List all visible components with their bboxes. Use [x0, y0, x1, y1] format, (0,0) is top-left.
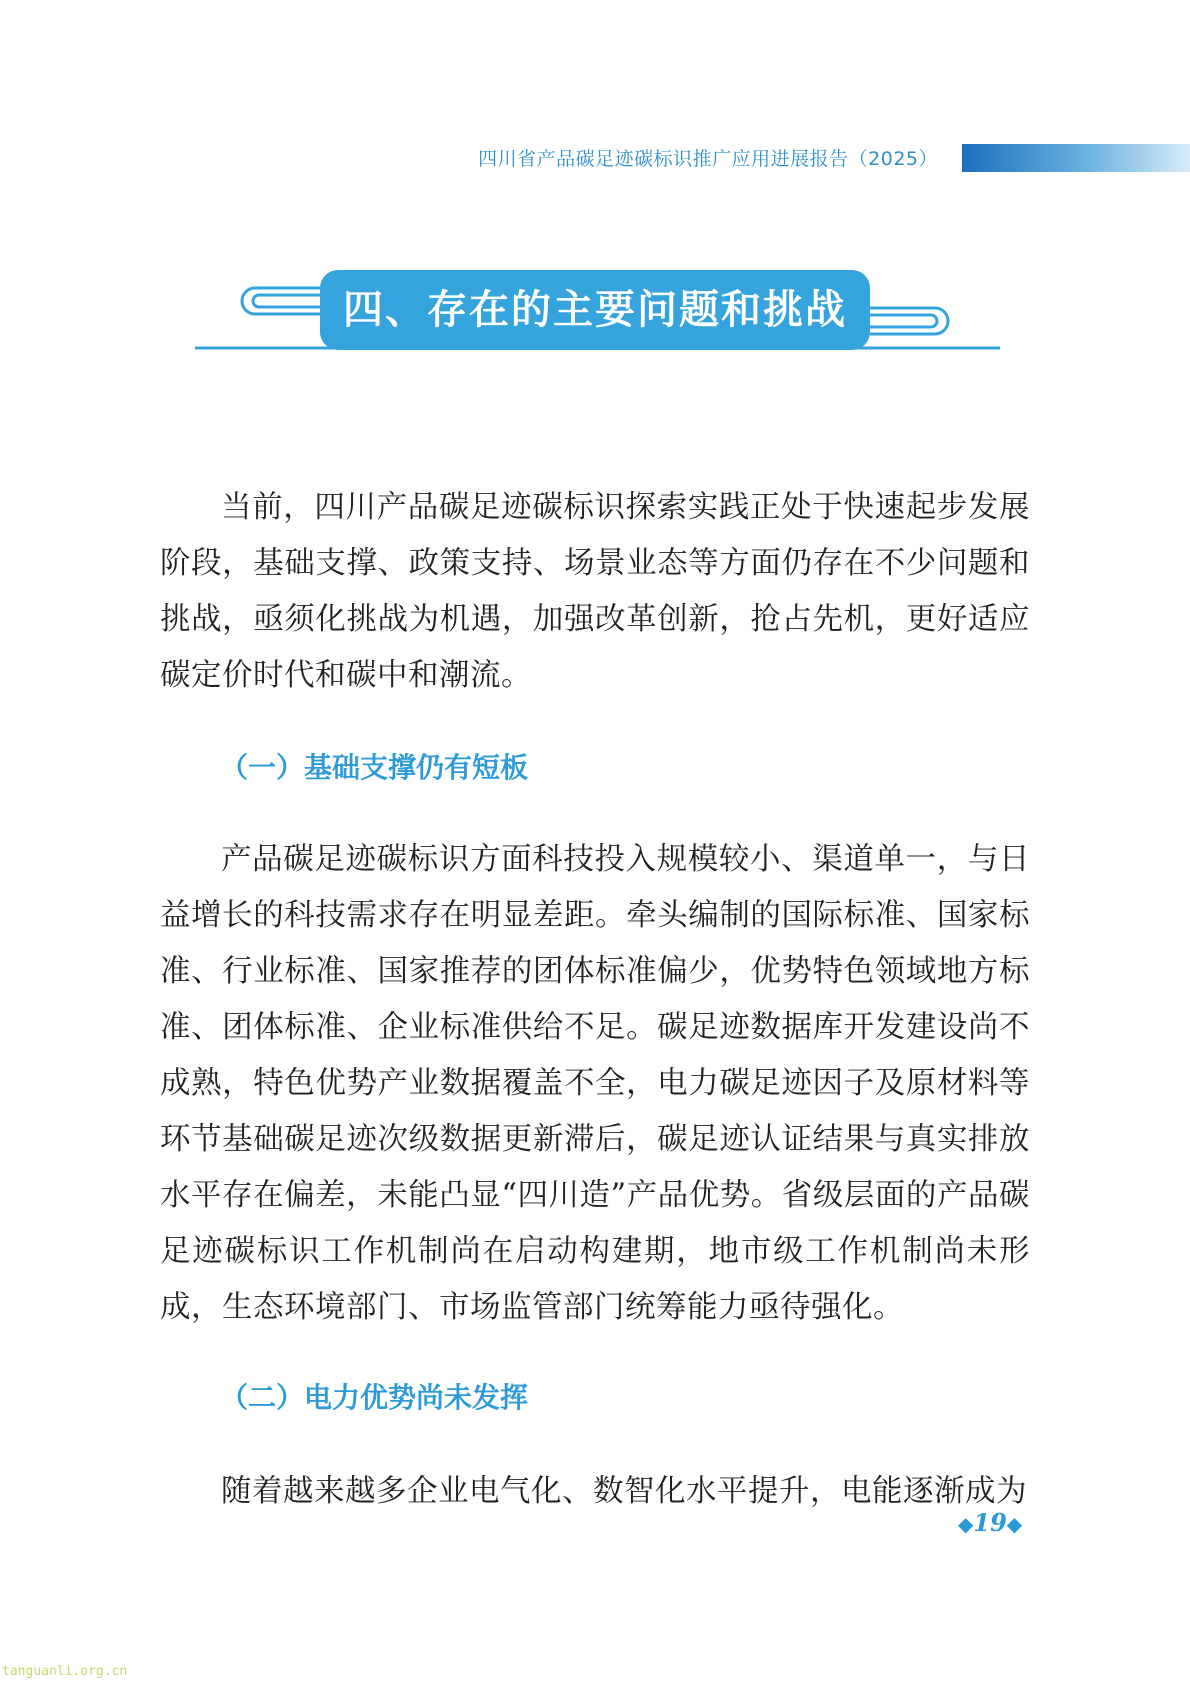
section1-paragraph: 产品碳足迹碳标识方面科技投入规模较小、渠道单一，与日益增长的科技需求存在明显差距。牵头编制的国际标准、国家标准、行业标准、国家推荐的团体标准偏少，优势特色领域地方标准、团体标准、企业标准供给不足。碳足迹数据库开发建设尚不成熟，特色优势产业数据覆盖不全，电力碳足迹因子及原材料等环节基础碳足迹次级数据更新滞后，碳足迹认证结果与真实排放水平存在偏差，未能凸显“四川造”产品优势。省级层面的产品碳足迹碳标识工作机制尚在启动构建期，地市级工作机制尚未形成，生态环境部门、市场监管部门统筹能力亟待强化。	[160, 842, 1030, 1325]
header-gradient-bar	[962, 144, 1190, 172]
page-number-value: 19	[973, 1508, 1007, 1537]
section2-paragraph: 随着越来越多企业电气化、数智化水平提升，电能逐渐成为	[221, 1474, 1027, 1509]
chapter-title: 四、存在的主要问题和挑战	[343, 287, 847, 333]
running-header	[0, 142, 1190, 172]
intro-paragraph: 当前，四川产品碳足迹碳标识探索实践正处于快速起步发展阶段，基础支撑、政策支持、场景业态等方面仍存在不少问题和挑战，亟须化挑战为机遇，加强改革创新，抢占先机，更好适应碳定价时代和碳中和潮流。	[160, 490, 1030, 693]
section-heading-2: （二）电力优势尚未发挥	[220, 1381, 529, 1414]
chapter-banner	[195, 270, 1000, 365]
page-number	[958, 1508, 1022, 1537]
diamond-icon: ◆	[1006, 1512, 1023, 1536]
diamond-icon: ◆	[958, 1512, 974, 1536]
section-heading-1: （一）基础支撑仍有短板	[220, 751, 529, 784]
watermark: tanguanli.org.cn	[2, 1664, 128, 1679]
running-title: 四川省产品碳足迹碳标识推广应用进展报告（2025）	[478, 148, 938, 170]
main-content	[160, 480, 1030, 1520]
